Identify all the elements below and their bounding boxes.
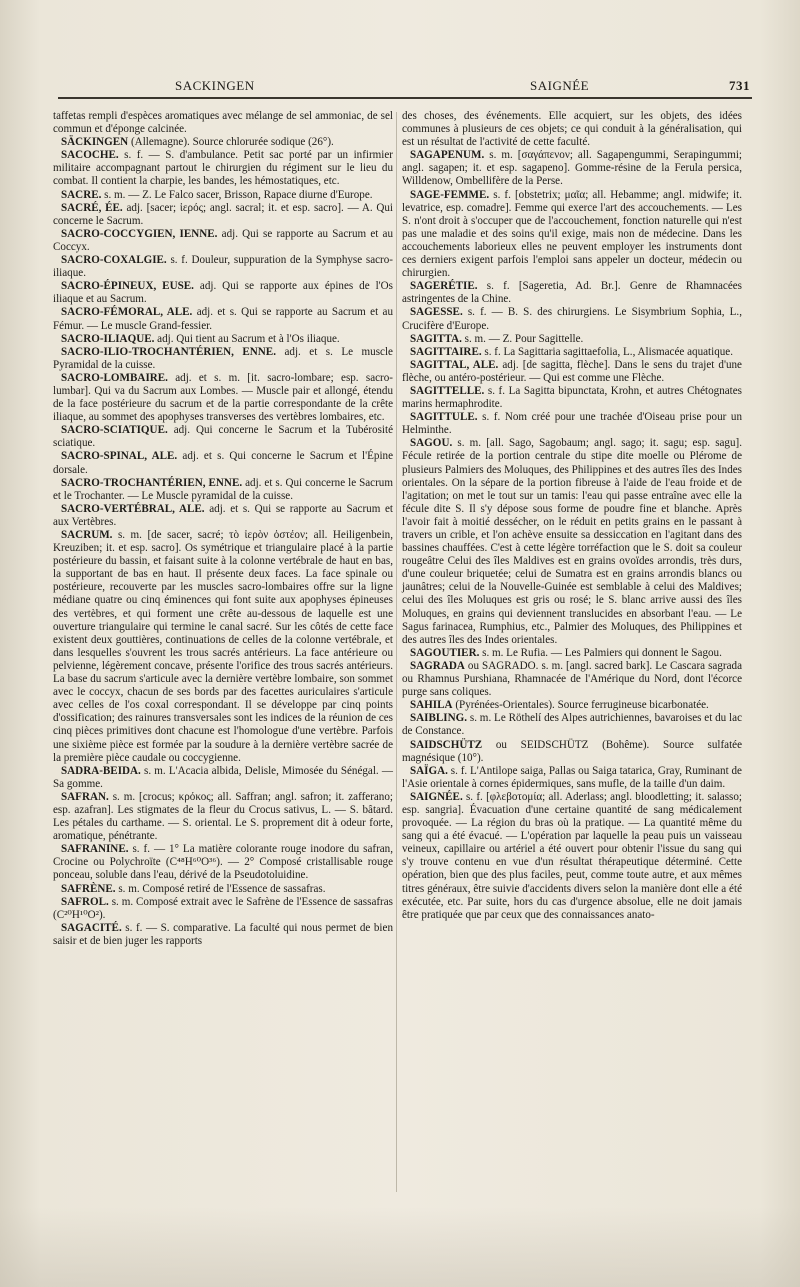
dictionary-entry [402,411,742,437]
entry-headword: SAGITTELLE. [410,384,485,397]
header-right-word: SAIGNÉE [530,78,590,93]
dictionary-entry [402,712,742,738]
entry-text: adj. et s. Qui se rapporte au Sacrum et aux Vertèbres. [53,502,394,528]
dictionary-entry [53,110,393,136]
dictionary-entry [402,333,742,346]
entry-text: s. f. — S. d'ambulance. Petit sac porté par un infirmier militaire accompagnant partout le chirurgien du régiment sur le lieu du combat. Il contient la charpie, les bandes, les hémostatiques, etc. [53,149,393,188]
entry-headword: SACRO-ILIAQUE. [61,332,155,345]
entry-headword: SACRO-SPINAL, ALE. [61,450,178,463]
dictionary-entry [402,189,742,281]
entry-text: ou SAGRADO. s. m. [angl. sacred bark]. Le Cascara sagrada ou Rhamnus Purshiana, Rhamnacée de l'Amérique du Nord, dont l'écorce purge sans coliques. [402,659,742,699]
entry-text: adj. Qui tient au Sacrum et à l'Os iliaque. [157,332,340,345]
dictionary-entry [402,110,742,149]
dictionary-entry [53,136,393,149]
entry-text: s. m. [de sacer, sacré; τὸ ἱερὸν ὀστέον; all. Heiligenbein, Kreuziben; it. et esp. sacro]. Os symétrique et triangulaire placé à la partie postérieure du bassin, et faisant suite à la colonne vertébrale de haut en bas, la supportant de bas en haut. Il présente deux faces. La face spinale ou postérieure, recouverte par les muscles sacro-lombaires offre sur la ligne médiane quatre ou cinq éminences qui font suite aux apophyses épineuses des vertèbres, et qui forment une crête au-dessous de laquelle est une ouverture triangulaire qui termine le canal sacré. Sur les côtés de cette face existent deux gouttières, continuations de celles de la colonne vertébrale, et dans lesquelles s'ouvrent les trous sacrés antérieurs. La face antérieure ou pelvienne, légèrement concave, présente l'orifice des trous sacrés antérieurs. La base du sacrum s'articule avec la dernière vertèbre lombaire, son sommet avec le coccyx, chacun de ses bords par des facettes auriculaires s'articule avec celles de l'os coxal correspondant. Il se développe par cinq points d'ossification; des rainures transversales sont les indices de la réunion de ces cinq pièces primitives dont chacune est l'homologue d'une vertèbre. Parfois une sixième pièce est formée par la soudure à la dernière vertèbre sacrée de la première pièce caudale ou coccygienne. [53,529,393,764]
entry-text: des choses, des événements. Elle acquiert, sur les objets, des idées communes à plusieurs de ces objets; ce qui conduit à la généralisation, qui est un résultat de l'activité de cette faculté. [402,110,742,149]
entry-headword: SAHILA [410,699,453,712]
dictionary-entry [53,529,393,765]
entry-headword: SAGAPENUM. [410,149,485,162]
entry-text: adj. [sacer; ἱερός; angl. sacral; it. et esp. sacro]. — A. Qui concerne le Sacrum. [53,201,394,227]
dictionary-entry [53,254,393,280]
dictionary-entry [53,372,393,424]
dictionary-entry [402,765,742,791]
entry-headword: SADRA-BEIDA. [61,764,141,777]
entry-headword: SACRUM. [61,529,113,541]
entry-headword: SAGITTULE. [410,411,478,424]
entry-text: adj. et s. Qui concerne le Sacrum et l'Épine dorsale. [53,450,394,476]
entry-headword: SAÏGA. [410,764,448,777]
dictionary-entry [402,306,742,332]
entry-text: s. m. L'Acacia albida, Delisle, Mimosée du Sénégal. — Sa gomme. [53,764,393,790]
dictionary-entry [402,739,742,765]
entry-headword: SAGITTAL, ALE. [410,358,499,371]
dictionary-entry [402,359,742,385]
dictionary-entry [53,306,393,332]
entry-headword: SACOCHE. [61,149,119,162]
entry-text: adj. et s. m. [it. sacro-lombare; esp. sacro-lumbar]. Qui va du Sacrum aux Lombes. — Muscle pair et allongé, étendu de la face postérieure du sacrum et de la partie correspondante de la crête iliaque, au sommet des apophyses transverses des vertèbres lombaires, etc. [53,371,393,424]
entry-headword: SÄCKINGEN [61,136,129,149]
entry-text: s. f. Douleur, suppuration de la Symphyse sacro-iliaque. [53,254,393,280]
dictionary-entry [402,346,742,359]
entry-headword: SACRO-SCIATIQUE. [61,424,168,437]
entry-headword: SACRE. [61,188,102,201]
entry-headword: SACRO-FÉMORAL, ALE. [61,306,193,319]
entry-headword: SACRO-VERTÉBRAL, ALE. [61,502,205,515]
entry-text: s. f. — S. comparative. La faculté qui nous permet de bien saisir et de bien juger les rapports [53,921,393,947]
entry-text: adj. et s. Qui se rapporte au Sacrum et au Fémur. — Le muscle Grand-fessier. [53,306,393,332]
dictionary-entry [53,765,393,791]
dictionary-entry [402,660,742,699]
entry-text: s. f. — 1° La matière colorante rouge inodore du safran, Crocine ou Polychroïte (C⁴⁸H⁶⁰O³⁶). — 2° Composé cristallisable rouge ponceau, soluble dans l'eau, dérivé de la Pseudotoluidine. [53,843,394,882]
entry-text: s. f. L'Antilope saiga, Pallas ou Saiga tatarica, Gray, Ruminant de l'Asie orientale à cornes épidermiques, sans mufle, de la taille d'un daim. [402,764,742,790]
dictionary-entry [53,791,393,843]
entry-text: s. m. [all. Sago, Sagobaum; angl. sago; it. sagu; esp. sagu]. Fécule retirée de la portion centrale du stipe dite moelle ou Plérome de plusieurs Palmiers des Moluques, des Philippines et des autres îles des Indes orientales. On la sépare de la portion fibreuse à l'aide de l'eau froide et de l'agitation; on met le tout sur un tamis: l'eau qui passe entraîne avec elle la fécule dite S. Il s'y dépose sous forme de poudre fine et blanche. Après l'avoir fait à moitié dessécher, on le réduit en petits grains en le passant à travers un crible, et l'on achève ensuite sa dessiccation en l'agitant dans des bassines chauffées. C'est à cette légère torréfaction que le S. doit sa couleur rougeâtre Celui des îles Maldives est en grains ovoïdes arrondis, très durs, d'une couleur briquetée; celui de Sumatra est en grains arrondis blancs ou jaunâtres; celui de la Nouvelle-Guinée est semblable à celui des Maldives; celui des îles Moluques est gris ou rosé; le S. blanc arrive aussi des îles Moluques, en grains qui deviennent translucides en absorbant l'eau. — Le Sagus farinacea, Rumphius, etc., Palmier des Moluques, des Philippines et des autres îles des Indes orientales. [402,437,742,646]
entry-headword: SAGESSE. [410,306,463,319]
dictionary-entry [53,228,393,254]
entry-headword: SACRO-TROCHANTÉRIEN, ENNE. [61,476,243,489]
entry-headword: SAGACITÉ. [61,921,122,934]
dictionary-entry [53,149,393,188]
entry-text: s. m. Composé retiré de l'Essence de sassafras. [118,882,326,895]
entry-text: s. m. Le Rufia. — Les Palmiers qui donnent le Sagou. [482,646,722,659]
entry-text: s. f. [Sageretia, Ad. Br.]. Genre de Rhamnacées astringentes de la Chine. [402,280,742,306]
running-header [60,74,750,98]
dictionary-entry [402,791,742,922]
dictionary-entry [53,477,393,503]
entry-headword: SACRO-COXALGIE. [61,254,167,267]
left-column [53,110,393,948]
entry-text: s. m. — Z. Pour Sagittelle. [464,332,584,345]
right-column [402,110,742,922]
entry-headword: SACRO-ÉPINEUX, EUSE. [61,280,194,293]
dictionary-entry [402,385,742,411]
dictionary-entry [402,647,742,660]
entry-headword: SAIBLING. [410,712,468,725]
entry-text: s. m. [σαγάπενον; all. Sagapengummi, Serapingummi; angl. sagapen; it. et esp. sagapeno]. Gomme-résine de la Ferula persica, Willdenow, Ombellifère de la Perse. [402,149,742,188]
entry-headword: SAFRANINE. [61,843,129,856]
dictionary-entry [402,437,742,647]
entry-headword: SAFRÈNE. [61,882,116,895]
entry-text: adj. Qui concerne le Sacrum et la Tubérosité sciatique. [53,424,393,450]
dictionary-entry [53,424,393,450]
entry-headword: SACRO-COCCYGIEN, IENNE. [61,227,218,240]
entry-text: s. f. Nom créé pour une trachée d'Oiseau prise pour un Helminthe. [402,411,742,437]
entry-text: ou SEIDSCHÜTZ (Bohême). Source sulfatée magnésique (10°). [402,738,743,764]
entry-headword: SAGITTAIRE. [410,345,482,358]
dictionary-entry [53,883,393,896]
entry-text: s. f. — B. S. des chirurgiens. Le Sisymbrium Sophia, L., Crucifère d'Europe. [402,306,742,332]
dictionary-entry [53,896,393,922]
entry-text: s. f. [obstetrix; μαῖα; all. Hebamme; angl. midwife; it. levatrice, esp. comadre]. Femme qui exerce l'art des accouchements. — Les S. n'ont droit à s'occuper que de l'accouchement, fonction naturelle qui n'est pas une maladie et des soins qu'il exige, mais non de médecine. Dans les accouchements laborieux elles ne peuvent employer les instruments dont ces derniers exigent parfois l'emploi sans appeler un docteur, médecin ou chirurgien. [402,188,742,280]
dictionary-entry [53,202,393,228]
entry-text: s. m. [crocus; κρόκος; all. Saffran; angl. safron; it. zafferano; esp. azafran]. Les stigmates de la fleur du Crocus sativus, L. — S. bâtard. Les pétales du carthame. — S. oriental. Le S. proprement dit à odeur forte, aromatique, pénétrante. [53,790,393,843]
entry-headword: SAGERÉTIE. [410,280,478,293]
entry-headword: SAIDSCHÜTZ [410,738,483,751]
entry-headword: SAGE-FEMME. [410,188,490,201]
dictionary-entry [402,280,742,306]
dictionary-entry [53,843,393,882]
dictionary-entry [53,333,393,346]
dictionary-entry [53,922,393,948]
entry-text: s. f. La Sagittaria sagittaefolia, L., Alismacée aquatique. [484,345,734,358]
entry-text: (Pyrénées-Orientales). Source ferrugineuse bicarbonatée. [455,699,709,712]
entry-text: s. m. — Z. Le Falco sacer, Brisson, Rapace diurne d'Europe. [104,188,373,201]
entry-headword: SAIGNÉE. [410,790,463,803]
entry-text: s. m. Le Röthelí des Alpes autrichiennes, bavaroises et du lac de Constance. [402,712,742,738]
header-rule [58,97,752,99]
entry-headword: SACRO-ILIO-TROCHANTÉRIEN, ENNE. [61,345,276,358]
entry-headword: SAFROL. [61,895,109,908]
entry-headword: SAGITTA. [410,332,462,345]
dictionary-entry [53,346,393,372]
entry-text: taffetas rempli d'espèces aromatiques avec mélange de sel ammoniac, de sel commun et d'éponge calcinée. [53,110,393,136]
dictionary-entry [402,149,742,188]
entry-text: adj. Qui se rapporte aux épines de l'Os iliaque et au Sacrum. [53,280,393,306]
entry-text: adj. et s. Qui concerne le Sacrum et le Trochanter. — Le Muscle pyramidal de la cuisse. [53,476,393,502]
entry-text: (Allemagne). Source chlorurée sodique (26°). [130,136,334,149]
header-left-word: SACKINGEN [175,78,255,93]
column-separator [396,112,397,1192]
entry-text: s. f. La Sagitta bipunctata, Krohn, et autres Chétognates marins hermaphrodite. [402,384,742,411]
entry-headword: SAGOUTIER. [410,646,480,659]
page-number: 731 [729,78,750,93]
entry-headword: SAGOU. [410,437,453,450]
dictionary-entry [53,280,393,306]
entry-text: adj. Qui se rapporte au Sacrum et au Coccyx. [53,227,394,253]
entry-text: s. m. Composé extrait avec le Safrène de l'Essence de sassafras (C²⁰H¹⁰O²). [53,895,393,921]
entry-headword: SAGRADA [410,659,465,672]
entry-headword: SACRÉ, ÉE. [61,201,123,214]
entry-text: s. f. [φλεβοτομία; all. Aderlass; angl. bloodletting; it. salasso; esp. sangria]. Évacuation d'une certaine quantité de sang médicalement provoquée. — La région du bras où la pratique. — La quantité même du sang qui a été évacué. — L'opération par laquelle la peau puis un vaisseau veineux, capillaire ou artériel a été ouvert pour obtenir l'issue du sang qui s'y trouve contenu en vue d'un résultat thérapeutique déterminé. Cette opération, bien que des plus faciles, peut, comme toute autre, et aux mêmes titres généraux, être suivie d'accidents divers selon la manière dont elle a été exécutée, etc. Par suite, hors du cas d'urgence absolue, elle ne doit jamais être pratiquée que par ceux que des connaissances anato- [402,790,742,921]
dictionary-entry [53,189,393,202]
entry-headword: SAFRAN. [61,790,109,803]
entry-headword: SACRO-LOMBAIRE. [61,371,168,384]
entry-text: adj. et s. Le muscle Pyramidal de la cuisse. [53,345,393,371]
dictionary-entry [53,450,393,476]
dictionary-entry [402,699,742,712]
entry-text: adj. [de sagitta, flèche]. Dans le sens du trajet d'une flèche, ou antéro-postérieur. — Qui est comme une Flèche. [402,358,742,384]
page-bottom-shade [0,1207,800,1287]
dictionary-entry [53,503,393,529]
